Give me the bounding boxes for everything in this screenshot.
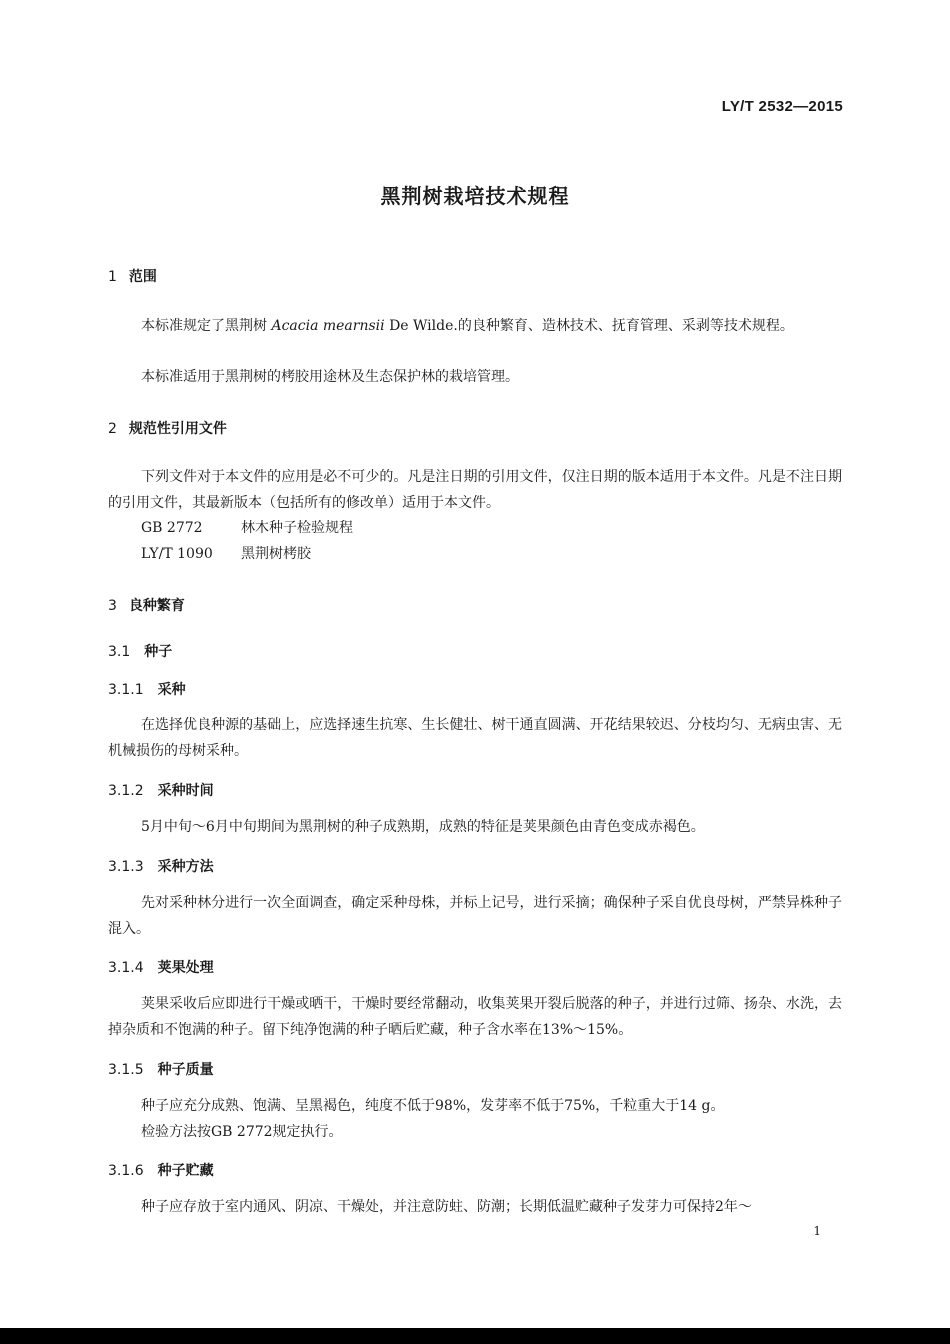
reference-name: 林木种子检验规程 <box>241 520 353 536</box>
paragraph: 检验方法按GB 2772规定执行。 <box>141 1124 343 1140</box>
section-number: 3.1.4 <box>108 960 144 976</box>
latin-name: Acacia mearnsii <box>271 318 385 334</box>
section-number: 3 <box>108 598 117 614</box>
section-heading-3 <box>108 595 185 615</box>
page-title: 黑荆树栽培技术规程 <box>380 184 570 208</box>
section-title: 种子贮藏 <box>157 1163 214 1179</box>
page-number: 1 <box>813 1224 821 1238</box>
reference-code: LY/T 1090 <box>141 546 213 562</box>
section-heading-3-1-2 <box>108 780 214 800</box>
section-number: 3.1.3 <box>108 859 144 875</box>
reference-code: GB 2772 <box>141 520 203 536</box>
section-number: 3.1 <box>108 644 131 660</box>
bottom-border <box>0 1328 950 1344</box>
section-heading-1 <box>108 266 157 286</box>
paragraph <box>108 313 842 339</box>
section-title: 荚果处理 <box>157 960 214 976</box>
section-title: 采种 <box>157 682 186 698</box>
section-heading-3-1-1 <box>108 679 186 699</box>
section-number: 1 <box>108 269 117 285</box>
paragraph: 种子应充分成熟、饱满、呈黑褐色，纯度不低于98%，发芽率不低于75%，千粒重大于14 g。 <box>141 1098 725 1114</box>
paragraph: 荚果采收后应即进行干燥或晒干，干燥时要经常翻动，收集荚果开裂后脱落的种子，并进行过筛、扬杂、水洗，去掉杂质和不饱满的种子。留下纯净饱满的种子晒后贮藏，种子含水率在13%～15%。 <box>108 996 842 1038</box>
paragraph: 先对采种林分进行一次全面调查，确定采种母株，并标上记号，进行采摘；确保种子采自优良母树，严禁异株种子混入。 <box>108 895 842 937</box>
section-heading-3-1-5 <box>108 1059 214 1079</box>
standard-code: LY/T 2532—2015 <box>721 98 843 115</box>
reference-item <box>141 515 353 541</box>
section-number: 3.1.2 <box>108 783 144 799</box>
section-number: 3.1.5 <box>108 1062 144 1078</box>
paragraph: 在选择优良种源的基础上，应选择速生抗寒、生长健壮、树干通直圆满、开花结果较迟、分枝均匀、无病虫害、无机械损伤的母树采种。 <box>108 717 842 759</box>
paragraph: 下列文件对于本文件的应用是必不可少的。凡是注日期的引用文件，仅注日期的版本适用于本文件。凡是不注日期的引用文件，其最新版本（包括所有的修改单）适用于本文件。 <box>108 469 842 511</box>
section-number: 2 <box>108 421 117 437</box>
text-run: De Wilde.的良种繁育、造林技术、抚育管理、采剥等技术规程。 <box>389 318 794 334</box>
section-number: 3.1.1 <box>108 682 144 698</box>
paragraph: 本标准适用于黑荆树的栲胶用途林及生态保护林的栽培管理。 <box>141 369 519 385</box>
reference-name: 黑荆树栲胶 <box>241 546 311 562</box>
text-run: 本标准规定了黑荆树 <box>141 318 267 334</box>
section-title: 种子质量 <box>157 1062 214 1078</box>
section-title: 采种方法 <box>157 859 214 875</box>
paragraph: 5月中旬～6月中旬期间为黑荆树的种子成熟期，成熟的特征是荚果颜色由青色变成赤褐色。 <box>141 819 705 835</box>
section-number: 3.1.6 <box>108 1163 144 1179</box>
section-heading-3-1 <box>108 641 172 661</box>
section-heading-3-1-6 <box>108 1160 214 1180</box>
section-title: 良种繁育 <box>128 598 185 614</box>
paragraph: 种子应存放于室内通风、阴凉、干燥处，并注意防蛀、防潮；长期低温贮藏种子发芽力可保持2年～ <box>141 1199 752 1215</box>
section-heading-2 <box>108 418 227 438</box>
section-heading-3-1-4 <box>108 957 214 977</box>
section-title: 采种时间 <box>157 783 214 799</box>
section-heading-3-1-3 <box>108 856 214 876</box>
section-title: 种子 <box>144 644 173 660</box>
section-title: 规范性引用文件 <box>128 421 227 437</box>
reference-item <box>141 541 311 567</box>
section-title: 范围 <box>128 269 157 285</box>
